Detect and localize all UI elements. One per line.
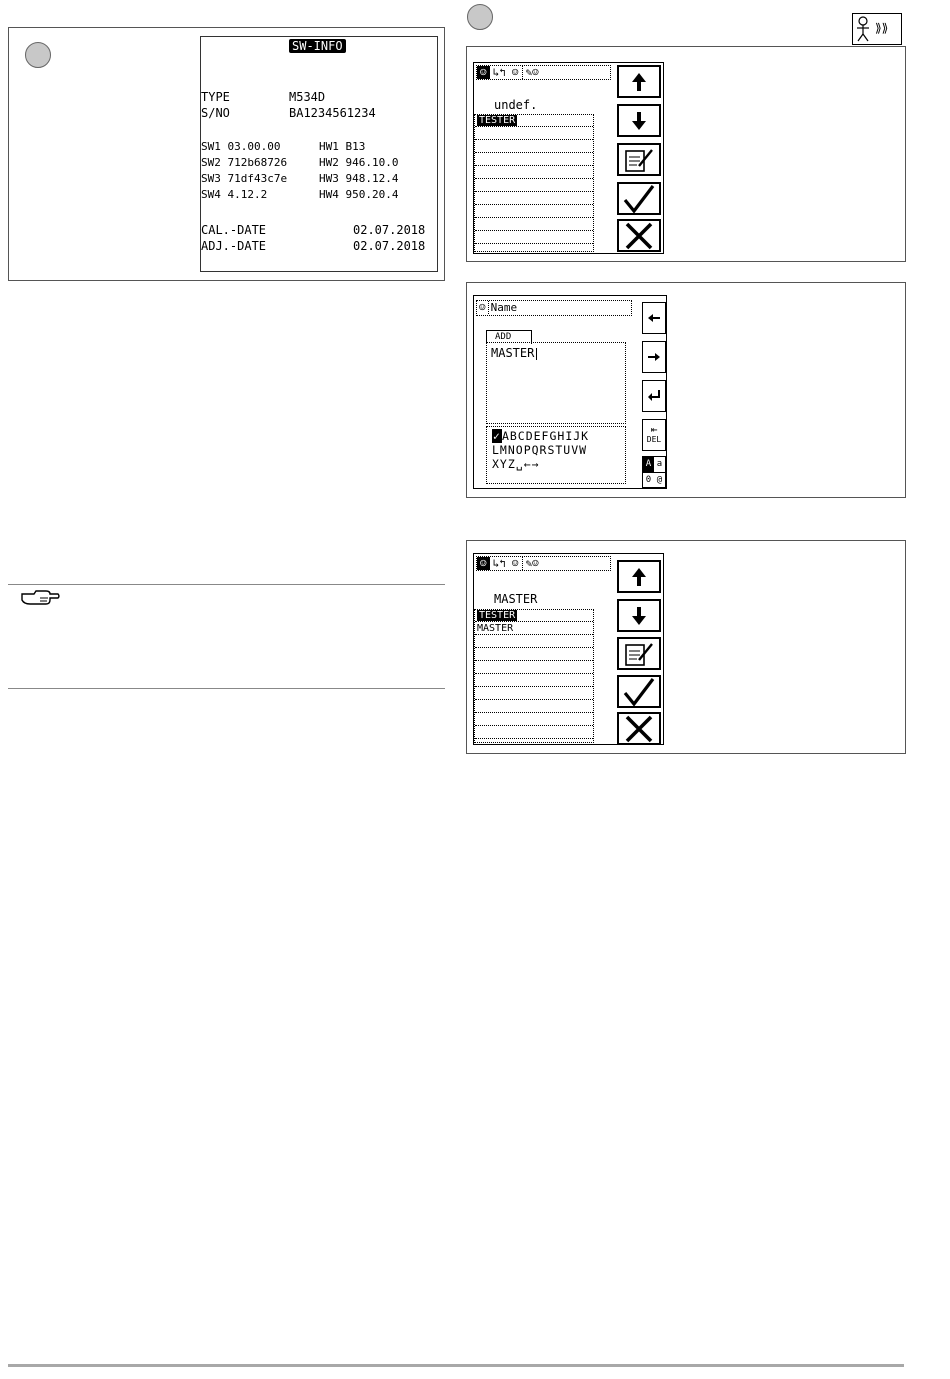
cal-date-value: 02.07.2018	[353, 223, 426, 237]
delete-button[interactable]	[642, 419, 666, 451]
name-input-value: MASTER	[491, 346, 535, 360]
name-field-header	[476, 300, 632, 316]
sw1-label: SW1	[201, 140, 221, 153]
sno-label: S/NO	[201, 106, 230, 120]
footer-rule	[8, 1364, 904, 1367]
name-edit-panel	[466, 282, 906, 498]
tab-return-icon[interactable]: ↳↰	[492, 66, 506, 79]
name-edit-screen	[473, 295, 667, 489]
list-item[interactable]	[475, 714, 593, 726]
tab-user-alt-icon[interactable]: ☺	[511, 557, 519, 570]
list-item[interactable]	[475, 727, 593, 739]
sw3-value: 71df43c7e	[227, 172, 288, 185]
down-arrow-icon	[629, 605, 649, 627]
list-item[interactable]	[475, 649, 593, 661]
step-marker-circle	[25, 42, 51, 68]
list-item[interactable]	[475, 206, 593, 218]
user-list-panel-2	[466, 540, 906, 754]
tab-edit-user-icon[interactable]: ✎☺	[522, 66, 542, 79]
list-item[interactable]	[475, 128, 593, 140]
up-arrow-button[interactable]	[617, 560, 661, 593]
name-input-area[interactable]	[486, 342, 626, 424]
name-field-label: Name	[488, 301, 518, 314]
list-item[interactable]	[475, 232, 593, 244]
hw1-label: HW1	[319, 140, 339, 153]
close-icon	[624, 715, 654, 743]
user-list-1	[474, 114, 594, 252]
list-item[interactable]	[475, 154, 593, 166]
sw2-value: 712b68726	[227, 156, 288, 169]
list-item[interactable]	[475, 675, 593, 687]
list-item[interactable]	[475, 636, 593, 648]
cursor-right-button[interactable]	[642, 341, 666, 373]
on-screen-keyboard[interactable]	[486, 426, 626, 484]
user-list-2	[474, 609, 594, 743]
tab-strip[interactable]	[476, 65, 611, 80]
keyboard-check-icon[interactable]: ✓	[493, 429, 501, 443]
cursor-left-button[interactable]	[642, 302, 666, 334]
lowercase-key[interactable]: a	[656, 459, 663, 469]
pointing-hand-icon	[20, 588, 60, 608]
step-marker-circle-right	[467, 4, 493, 30]
sw1-value: 03.00.00	[227, 140, 281, 153]
cal-date-label: CAL.-DATE	[201, 223, 267, 237]
add-tab[interactable]: ADD	[486, 330, 532, 344]
list-item[interactable]	[475, 141, 593, 153]
list-item[interactable]: TESTER	[475, 610, 593, 622]
list-item[interactable]	[475, 688, 593, 700]
list-item[interactable]	[475, 219, 593, 231]
keyboard-row-3[interactable]: XYZ␣←→	[492, 457, 540, 471]
down-arrow-button[interactable]	[617, 599, 661, 632]
hw3-label: HW3	[319, 172, 339, 185]
current-user-name: undef.	[494, 98, 538, 112]
hw2-value: 946.10.0	[345, 156, 399, 169]
list-item[interactable]	[475, 193, 593, 205]
edit-button[interactable]	[617, 143, 661, 176]
enter-button[interactable]	[642, 380, 666, 412]
backspace-icon: ⇤	[650, 423, 658, 436]
type-value: M534D	[289, 90, 326, 104]
uppercase-key[interactable]: A	[643, 457, 654, 472]
sw4-label: SW4	[201, 188, 221, 201]
case-toggle-button[interactable]	[642, 456, 666, 488]
sno-value: BA1234561234	[289, 106, 376, 120]
confirm-button[interactable]	[617, 182, 661, 215]
up-arrow-icon	[629, 71, 649, 93]
close-icon	[624, 222, 654, 250]
delete-label: DEL	[646, 435, 662, 444]
keyboard-row-2[interactable]: LMNOPQRSTUVW	[492, 443, 588, 457]
user-list-panel-1	[466, 46, 906, 262]
tab-user-alt-icon[interactable]: ☺	[511, 66, 519, 79]
hw1-value: B13	[345, 140, 366, 153]
cancel-button[interactable]	[617, 712, 661, 745]
tab-user-icon[interactable]: ☺	[477, 66, 490, 79]
tab-strip[interactable]	[476, 556, 611, 571]
list-item[interactable]: TESTER	[475, 115, 593, 127]
cancel-button[interactable]	[617, 219, 661, 252]
hw3-value: 948.12.4	[345, 172, 399, 185]
current-user-name: MASTER	[494, 592, 538, 606]
arrow-right-icon	[647, 352, 661, 362]
forward-arrows-glyph: ⟫⟫	[875, 21, 889, 35]
sw-info-panel	[8, 27, 445, 281]
user-list-screen-1	[473, 62, 664, 254]
adj-date-label: ADJ.-DATE	[201, 239, 267, 253]
checkmark-icon	[622, 184, 656, 214]
adj-date-value: 02.07.2018	[353, 239, 426, 253]
hw4-value: 950.20.4	[345, 188, 399, 201]
up-arrow-button[interactable]	[617, 65, 661, 98]
user-walk-icon	[852, 13, 902, 45]
up-arrow-icon	[629, 566, 649, 588]
symbols-key[interactable]: @	[654, 472, 665, 488]
hw2-label: HW2	[319, 156, 339, 169]
list-item[interactable]	[475, 167, 593, 179]
user-icon: ☺	[479, 301, 486, 314]
arrow-left-icon	[647, 313, 661, 323]
edit-note-icon	[623, 640, 655, 668]
keyboard-row-1[interactable]: ABCDEFGHIJK	[501, 429, 590, 443]
tab-edit-user-icon[interactable]: ✎☺	[522, 557, 542, 570]
user-list-screen-2	[473, 553, 664, 745]
edit-button[interactable]	[617, 637, 661, 670]
tab-user-icon[interactable]: ☺	[477, 557, 490, 570]
list-item[interactable]	[475, 701, 593, 713]
type-label: TYPE	[201, 90, 230, 104]
sw4-value: 4.12.2	[227, 188, 268, 201]
note-top-rule	[8, 584, 445, 585]
enter-icon	[647, 389, 661, 403]
note-bottom-rule	[8, 688, 445, 689]
hw4-label: HW4	[319, 188, 339, 201]
list-item[interactable]	[475, 662, 593, 674]
sw2-label: SW2	[201, 156, 221, 169]
list-item[interactable]	[475, 180, 593, 192]
sw-info-screen	[200, 36, 438, 272]
confirm-button[interactable]	[617, 675, 661, 708]
tab-return-icon[interactable]: ↳↰	[492, 557, 506, 570]
text-cursor	[536, 348, 537, 360]
down-arrow-button[interactable]	[617, 104, 661, 137]
edit-note-icon	[623, 146, 655, 174]
down-arrow-icon	[629, 110, 649, 132]
list-item[interactable]: MASTER	[475, 623, 593, 635]
sw3-label: SW3	[201, 172, 221, 185]
digits-key[interactable]: 0	[643, 472, 654, 488]
checkmark-icon	[622, 677, 656, 707]
sw-info-title: SW-INFO	[289, 39, 346, 53]
